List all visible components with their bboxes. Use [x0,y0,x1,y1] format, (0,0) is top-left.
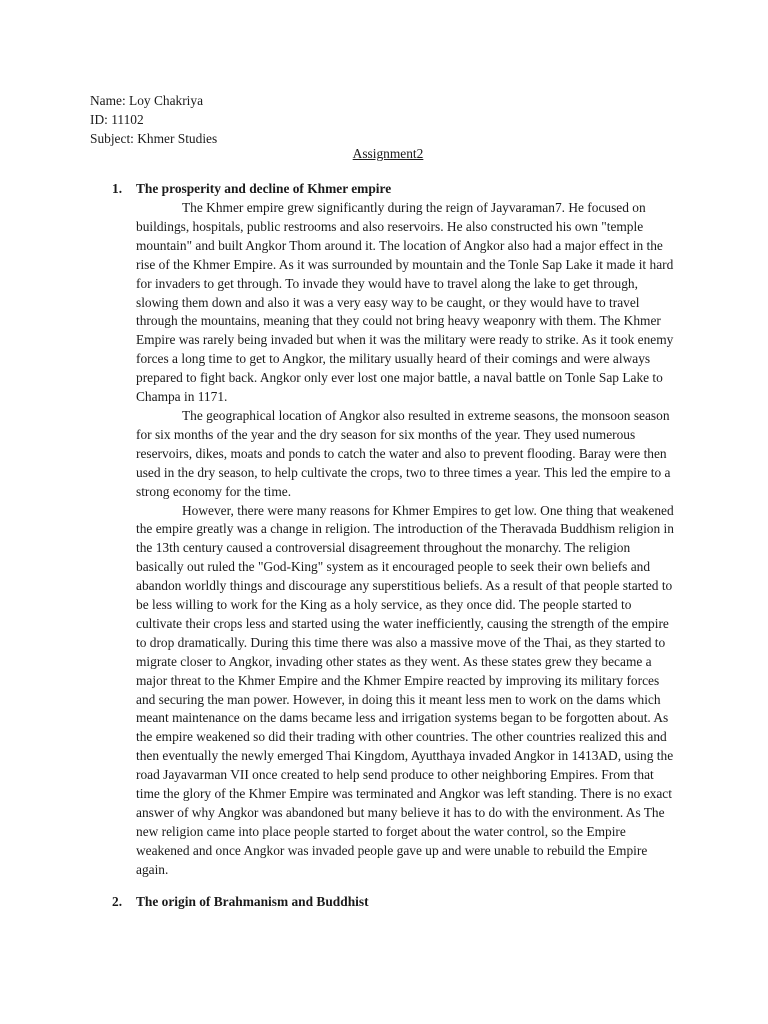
section-2-title: The origin of Brahmanism and Buddhist [136,894,369,909]
student-info [90,92,690,149]
paragraph: The geographical location of Angkor also resulted in extreme seasons, the monsoon season for six months of the year and the dry season for six months of the year. They used numerous reservoirs, dikes, moats and ponds to catch the water and also to prevent flooding. Baray were then used in the dry season, to help cultivate the crops, two to three times a year. This led the empire to a strong economy for the time. [136,407,671,499]
section-2-heading [112,893,369,912]
section-2-number: 2. [112,894,123,909]
section-1-number: 1. [112,181,123,196]
paragraph: However, there were many reasons for Khmer Empires to get low. One thing that weakened the empire greatly was a change in religion. The introduction of the Theravada Buddhism religion in the 13th century caused a controversial disagreement throughout the monarchy. The religion basically out ruled the "God-King" system as it encouraged people to seek their own beliefs and abandon worldly things and discourage any superstitious beliefs. As a result of that people started to be less willing to work for the King as a holy service, as they once did. The people started to cultivate their crops less and started using the water inefficiently, causing the strength of the empire to drop dramatically. During this time there was also a massive move of the Thai, as they started to migrate closer to Angkor, invading other states as they went. As these states grew they became a major threat to the Khmer Empire and the Khmer Empire reacted by improving its military forces and securing the man power. However, in doing this it meant less men to work on the dams which meant maintenance on the dams became less and irrigation systems began to be forgotten about. As the empire weakened so did their trading with other countries. The other countries realized this and then eventually the newly emerged Thai Kingdom, Ayutthaya invaded Angkor in 1413AD, using the road Jayavarman VII once created to help send produce to other neighboring Empires. From that time the glory of the Khmer Empire was terminated and Angkor was left standing. There is no exact answer of why Angkor was abandoned but many believe it has to do with the environment. As The new religion came into place people started to forget about the water control, so the Empire weakened and once Angkor was invaded people gave up and were unable to rebuild the Empire again. [136,502,674,877]
subject-line: Subject: Khmer Studies [90,130,218,146]
assignment-title: Assignment2 [352,146,424,161]
section-1-heading [112,180,391,199]
section-1-title: The prosperity and decline of Khmer empire [136,181,392,196]
student-id: ID: 11102 [90,111,144,127]
section-1-body [136,199,678,880]
student-name: Name: Loy Chakriya [90,93,204,108]
paragraph: The Khmer empire grew significantly during the reign of Jayvaraman7. He focused on buildings, hospitals, public restrooms and also reservoirs. He also constructed his own "temple mountain" and built Angkor Thom around it. The location of Angkor also had a major effect in the rise of the Khmer Empire. As it was surrounded by mountain and the Tonle Sap Lake it made it hard for invaders to get through. To invade they would have to travel along the lake to get through, slowing them down and also it was a very easy way to be caught, or they would have to travel through the mountains, meaning that they could not bring heavy weaponry with them. The Khmer Empire was rarely being invaded but when it was the military were ready to strike. As it took enemy forces a long time to get to Angkor, the military usually heard of their comings and were always prepared to fight back. Angkor only ever lost one major battle, a naval battle on Tonle Sap Lake to Champa in 1171. [136,200,674,405]
document-title [0,145,768,164]
